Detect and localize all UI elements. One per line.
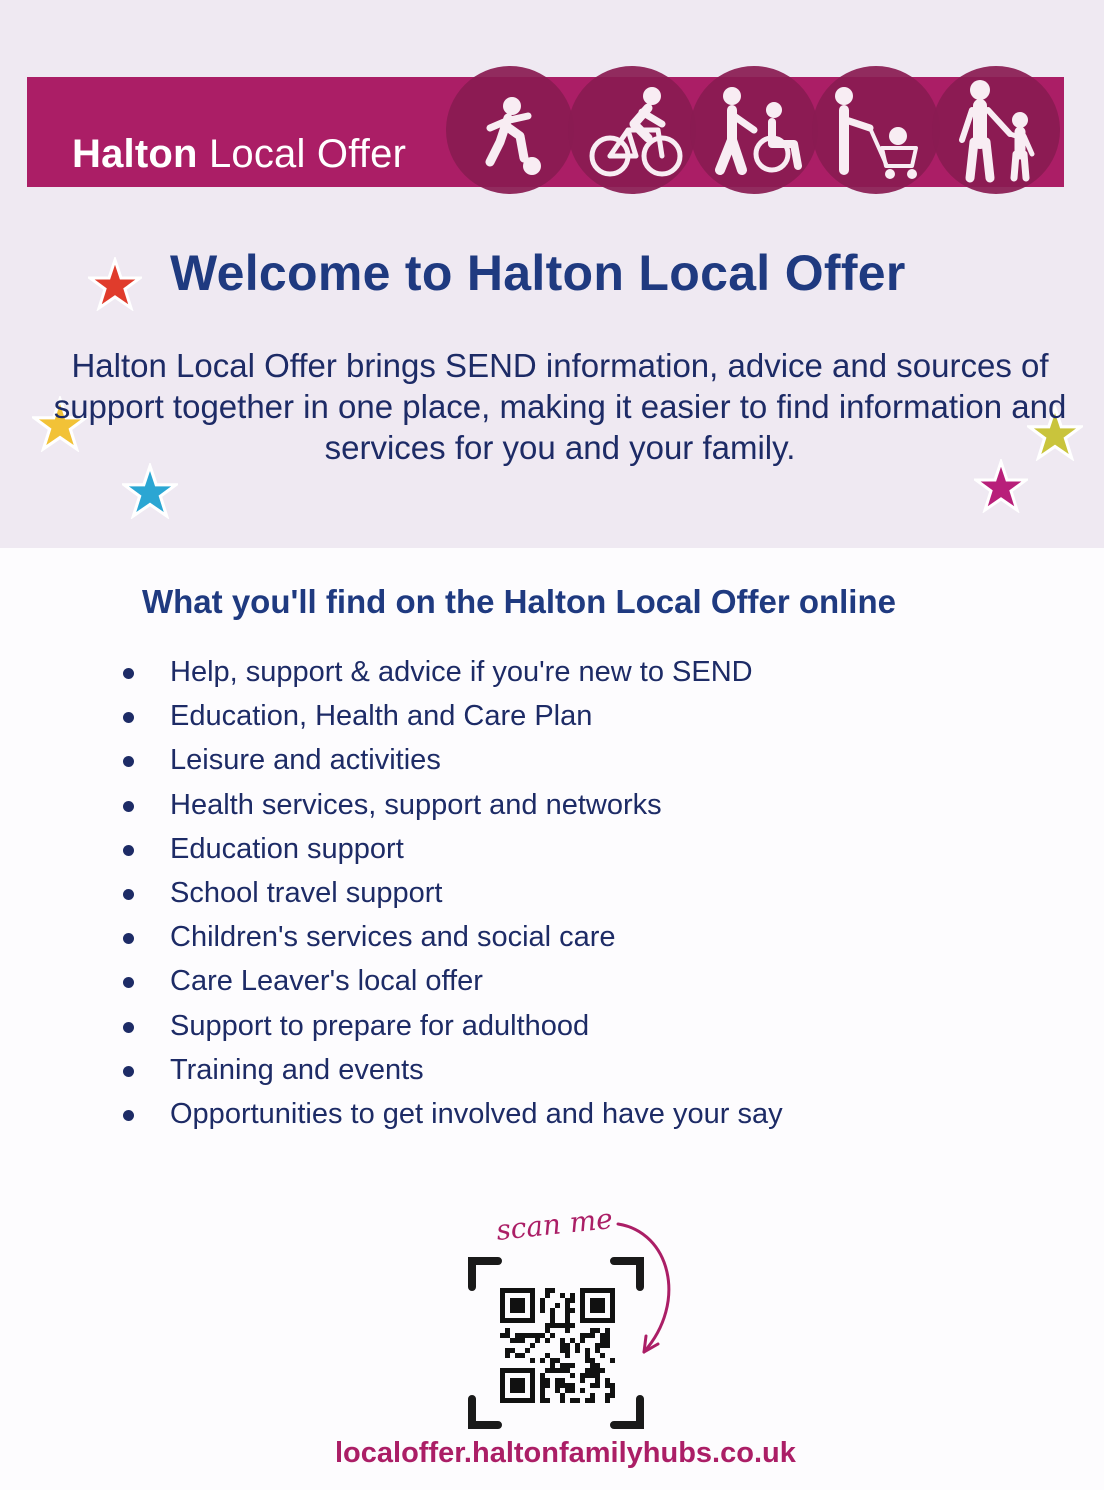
list-item-label: Leisure and activities: [170, 744, 441, 777]
list-item: [118, 1004, 783, 1048]
intro-paragraph: Halton Local Offer brings SEND information, advice and sources of support together in one place, making it easier to find information and services for you and your family.: [53, 347, 1067, 466]
list-item-label: Children's services and social care: [170, 921, 616, 954]
qr-code[interactable]: [466, 1255, 646, 1431]
star-blue-icon: [122, 463, 178, 519]
qr-frame-corners: [472, 1261, 640, 1425]
brand-title-regular: Local Offer: [208, 132, 407, 176]
bullet-icon: [123, 933, 134, 944]
list-item-label: Education support: [170, 832, 404, 865]
list-item: [118, 915, 783, 959]
parent-child-icon: [932, 66, 1060, 194]
bullet-icon: [123, 1022, 134, 1033]
list-item: [118, 783, 783, 827]
list-item: [118, 1092, 783, 1136]
bullet-icon: [123, 1066, 134, 1077]
list-item-label: Help, support & advice if you're new to SEND: [170, 656, 753, 688]
features-list: [118, 650, 783, 1136]
star-red-icon: [88, 257, 142, 311]
list-item-label: Care Leaver's local offer: [170, 965, 483, 998]
bullet-icon: [123, 668, 134, 679]
list-item: [118, 738, 783, 782]
qr-modules: [500, 1288, 615, 1403]
bullet-icon: [123, 977, 134, 988]
list-item: [118, 827, 783, 871]
list-item: [118, 1048, 783, 1092]
list-item-label: Training and events: [170, 1053, 424, 1086]
list-item-label: Support to prepare for adulthood: [170, 1009, 590, 1042]
website-url-link[interactable]: localoffer.haltonfamilyhubs.co.uk: [335, 1437, 796, 1469]
bullet-icon: [123, 1110, 134, 1121]
list-item-label: Opportunities to get involved and have your say: [170, 1097, 783, 1130]
star-red-shape: [90, 260, 140, 308]
cyclist-icon: [568, 66, 696, 194]
football-player-icon: [446, 66, 574, 194]
welcome-title: Welcome to Halton Local Offer: [170, 245, 906, 301]
list-item: [118, 694, 783, 738]
list-item-label: School travel support: [170, 876, 443, 909]
wheelchair-carer-icon: [690, 66, 818, 194]
bullet-icon: [123, 889, 134, 900]
list-item: [118, 871, 783, 915]
pushchair-icon: [812, 66, 940, 194]
activity-icons: [0, 0, 1104, 240]
star-magenta-shape: [976, 462, 1026, 510]
scan-me-label: scan me: [494, 1201, 615, 1248]
star-blue-shape: [124, 466, 176, 516]
bullet-icon: [123, 801, 134, 812]
brand-title-bold: Halton: [72, 132, 198, 176]
list-item-label: Health services, support and networks: [170, 788, 662, 821]
list-item: [118, 959, 783, 1003]
features-heading: What you'll find on the Halton Local Offer online: [142, 583, 896, 620]
bullet-icon: [123, 756, 134, 767]
bullet-icon: [123, 845, 134, 856]
bullet-icon: [123, 712, 134, 723]
list-item: [118, 650, 783, 694]
list-item-label: Education, Health and Care Plan: [170, 700, 593, 733]
